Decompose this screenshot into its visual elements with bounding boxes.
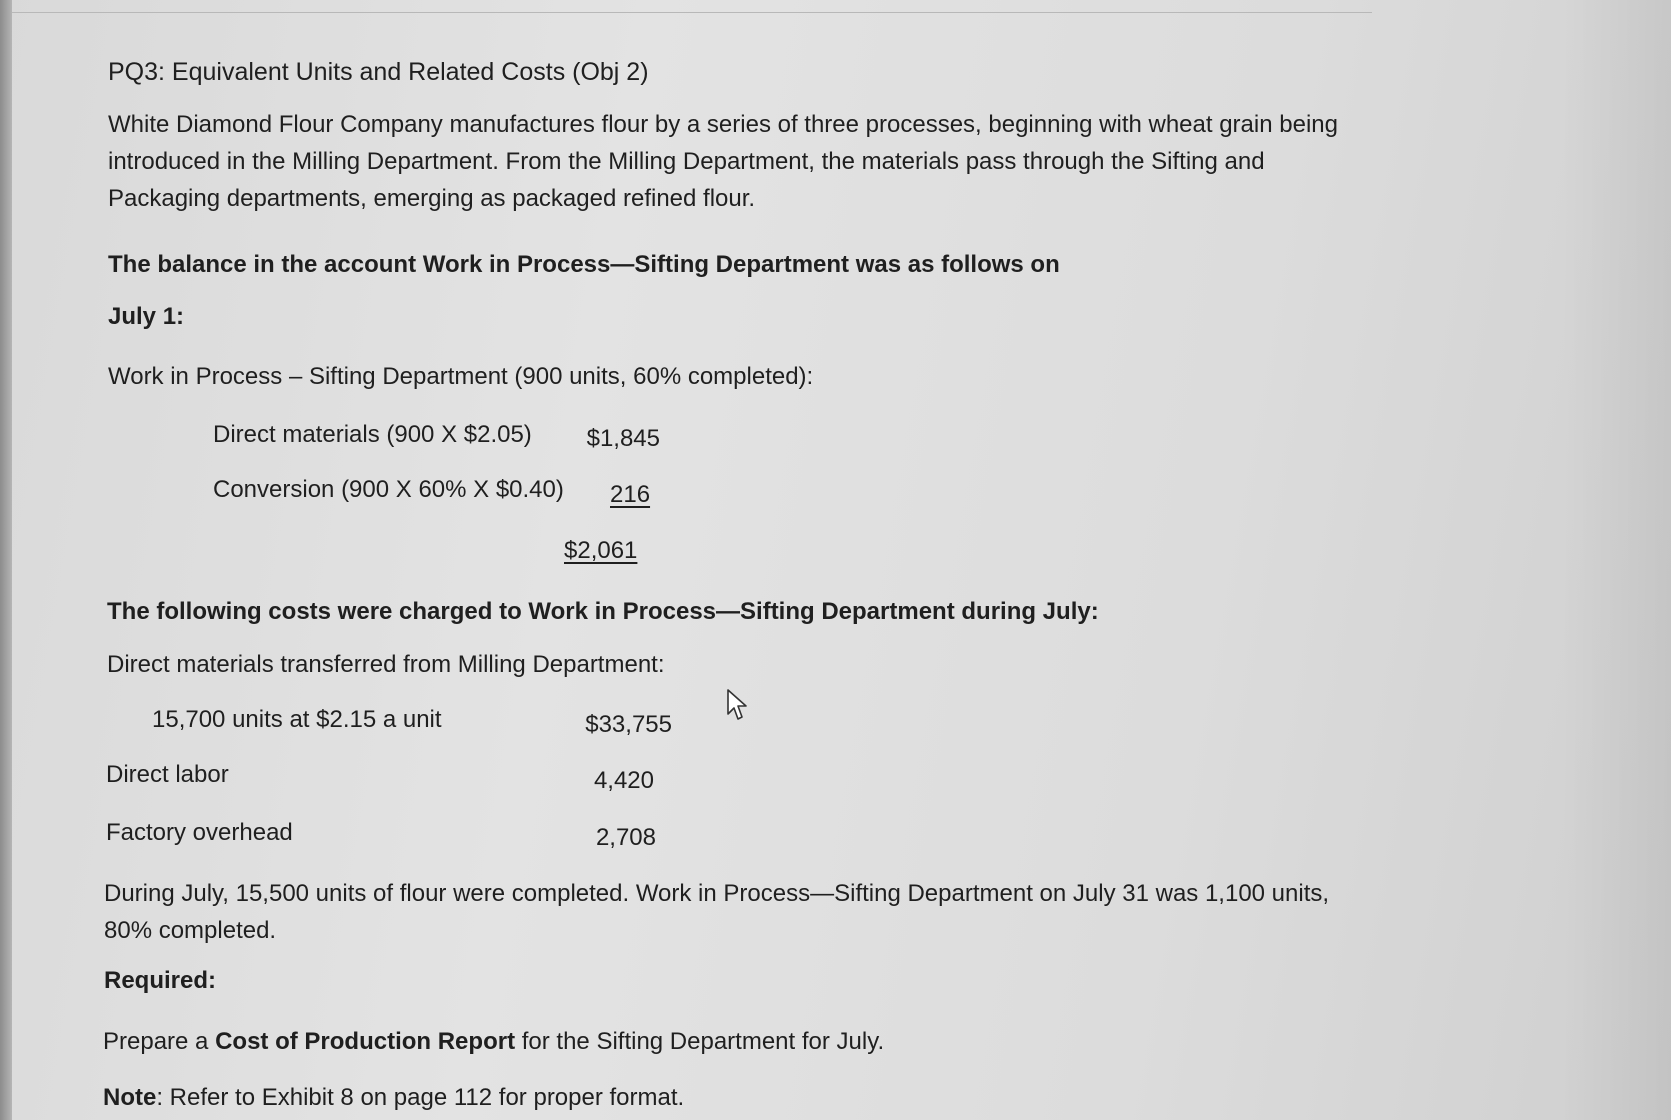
direct-labor-amount: 4,420	[593, 767, 654, 794]
intro-paragraph: White Diamond Flour Company manufactures flour by a series of three processes, beginning with wheat grain being introduced in the Milling Department. From the Milling Department, the materials pass through the Sifting and Packaging departments, emerging as packaged refined flour.	[108, 111, 1338, 212]
note-line	[103, 1083, 684, 1113]
beginning-conversion-label: Conversion (900 X 60% X $0.40)	[213, 476, 564, 503]
factory-overhead-label: Factory overhead	[106, 819, 293, 846]
required-prefix: Prepare a	[103, 1028, 216, 1055]
problem-title: PQ3: Equivalent Units and Related Costs (Obj 2)	[108, 58, 649, 86]
costs-heading: The following costs were charged to Work in Process—Sifting Department during July:	[107, 598, 1099, 625]
screen-shade	[1561, 0, 1671, 1120]
note-label: Note	[103, 1084, 157, 1111]
top-divider	[12, 12, 1372, 13]
balance-heading: The balance in the account Work in Process—Sifting Department was as follows on	[108, 251, 1060, 278]
dm-units-label: 15,700 units at $2.15 a unit	[152, 706, 442, 733]
direct-labor-label: Direct labor	[106, 761, 229, 788]
wip-label: Work in Process – Sifting Department (900 units, 60% completed):	[108, 363, 814, 390]
dm-transferred-label: Direct materials transferred from Milling Department:	[107, 651, 665, 678]
required-label: Required:	[104, 967, 217, 994]
monitor-bezel	[0, 0, 12, 1120]
beginning-conversion-amount: 216	[610, 481, 651, 508]
required-report-name: Cost of Production Report	[215, 1028, 516, 1055]
july-summary-paragraph: During July, 15,500 units of flour were completed. Work in Process—Sifting Department on July 31 was 1,100 units, 80% completed.	[104, 880, 1330, 944]
beginning-dm-label: Direct materials (900 X $2.05)	[213, 421, 532, 448]
required-suffix: for the Sifting Department for July.	[515, 1028, 885, 1055]
mouse-pointer-icon	[726, 688, 750, 722]
beginning-dm-amount: $1,845	[586, 425, 660, 452]
dm-units-amount: $33,755	[585, 711, 672, 738]
balance-date: July 1:	[108, 303, 185, 330]
factory-overhead-amount: 2,708	[595, 824, 656, 851]
beginning-total: $2,061	[564, 537, 638, 564]
required-instruction	[103, 1027, 884, 1057]
note-text: : Refer to Exhibit 8 on page 112 for proper format.	[156, 1084, 685, 1111]
